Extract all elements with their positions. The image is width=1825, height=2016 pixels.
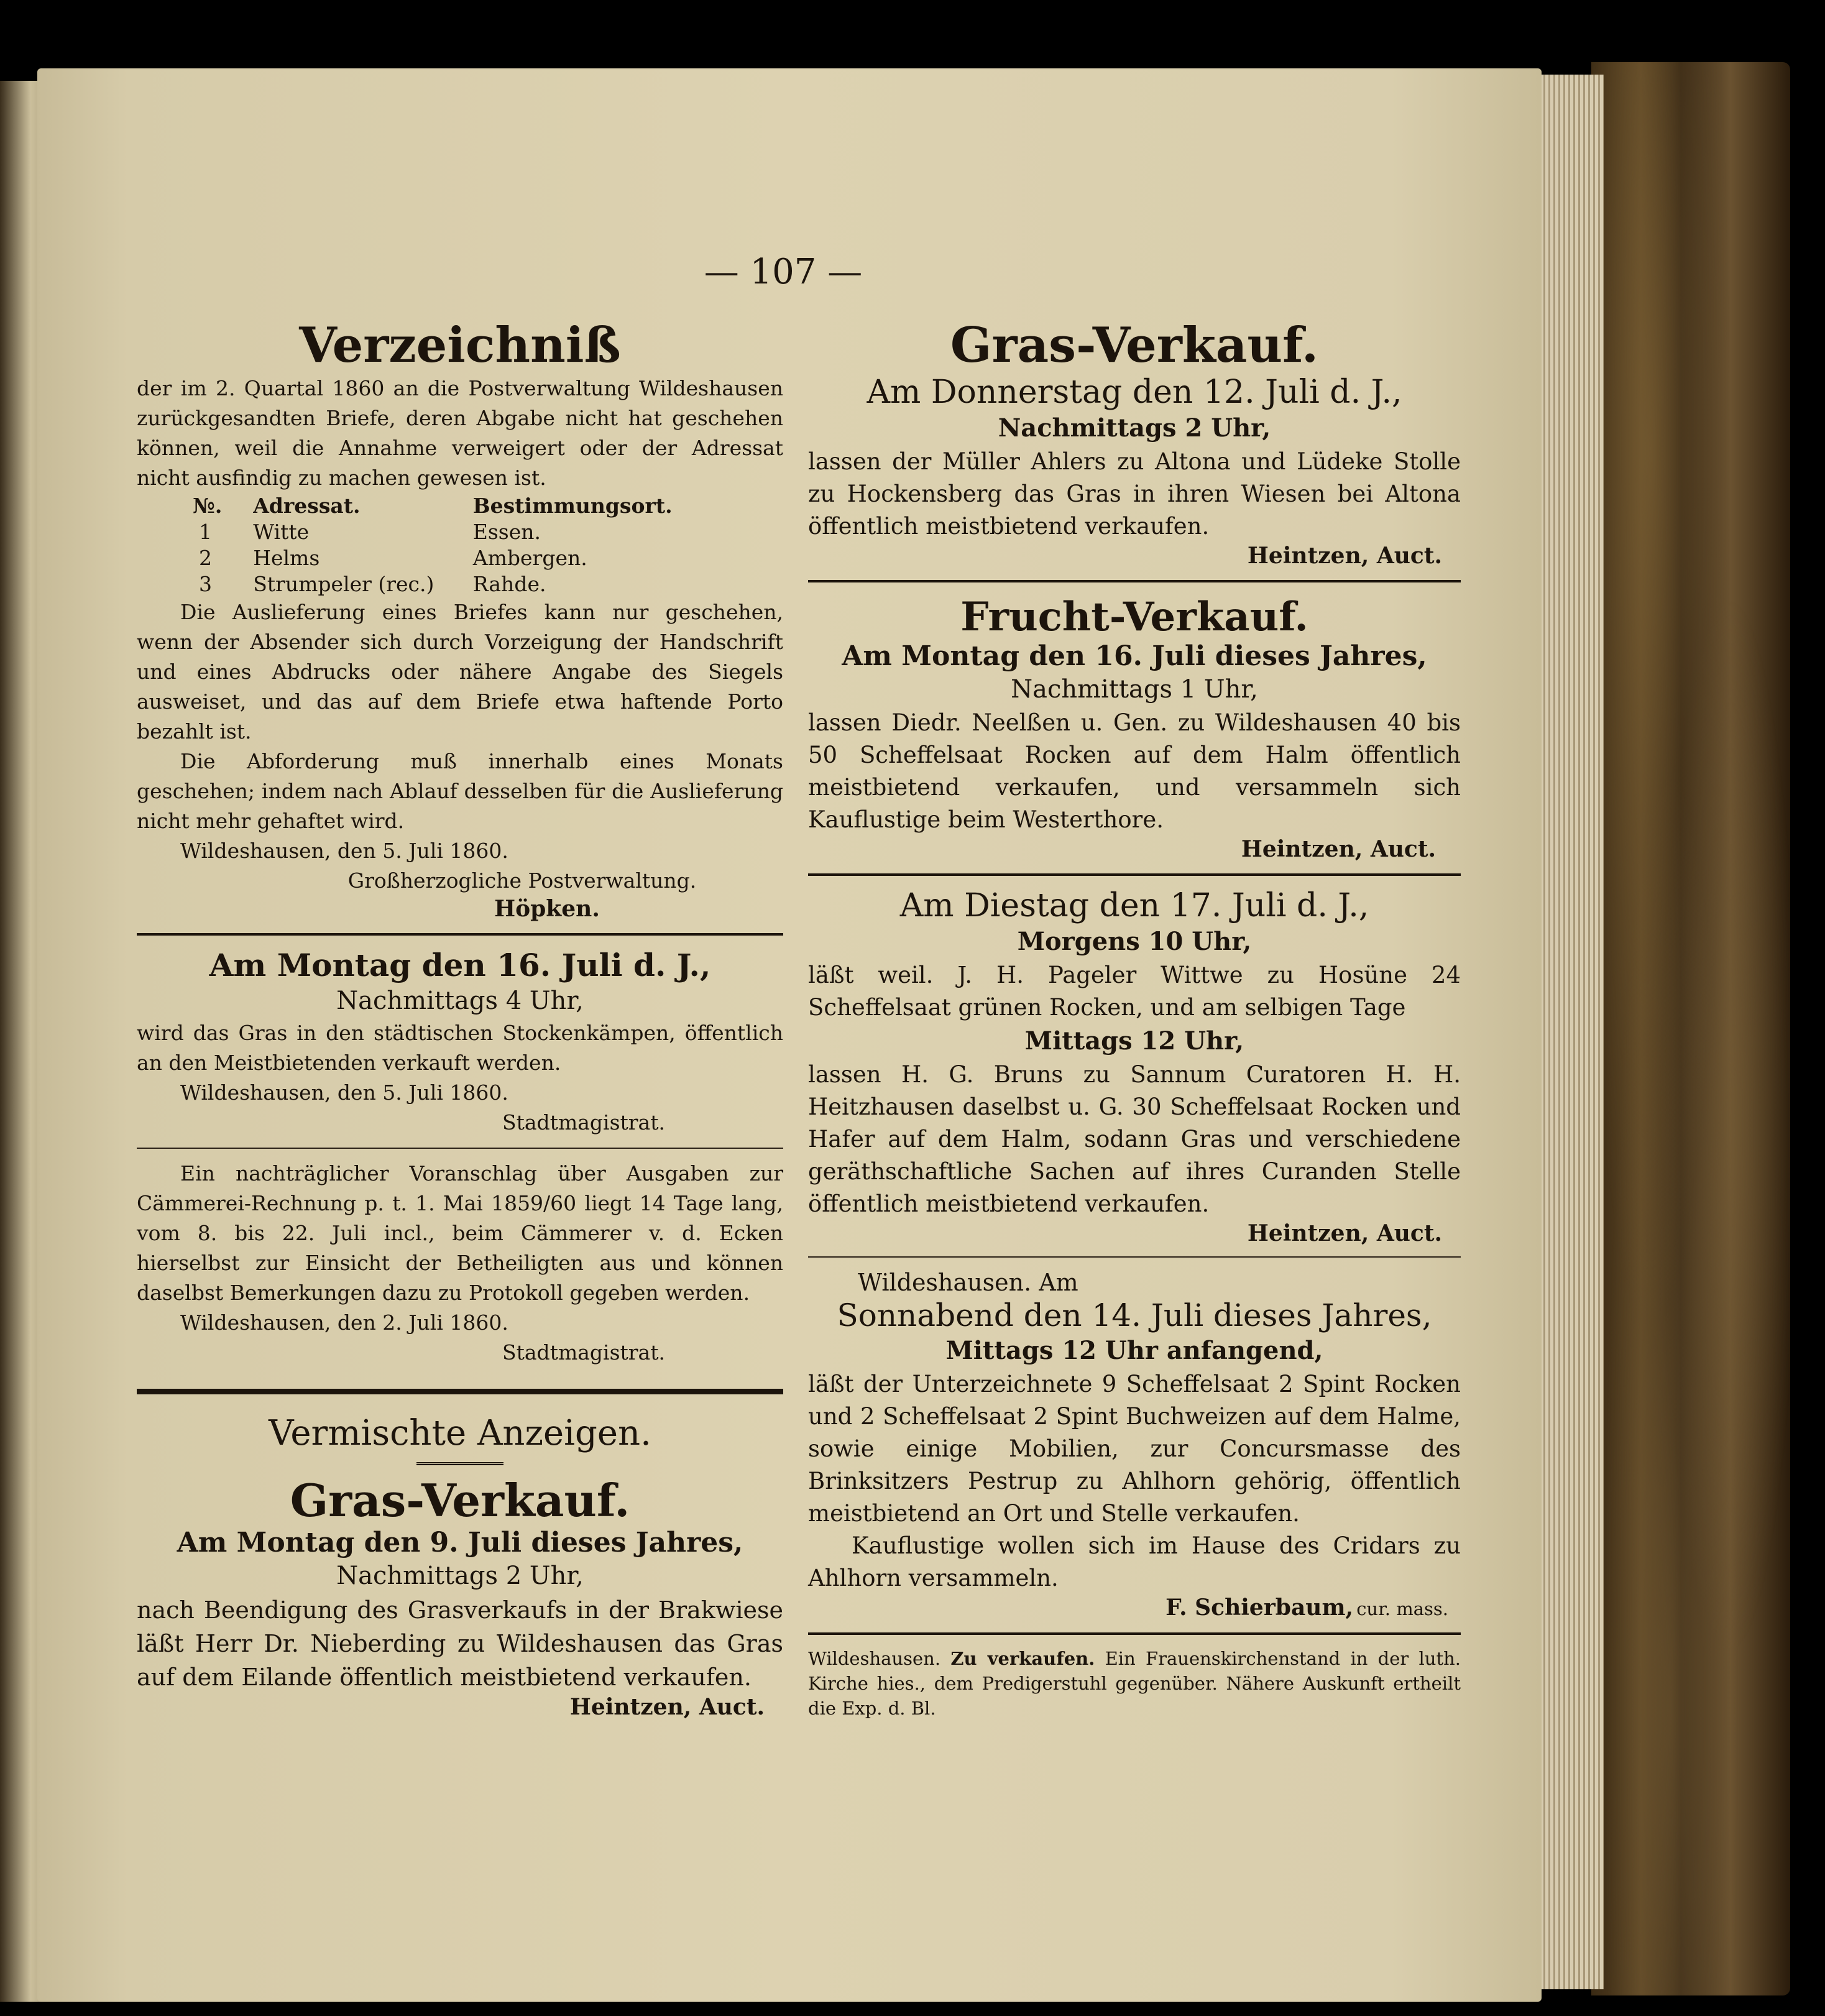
voranschlag-date: Wildeshausen, den 2. Juli 1860. — [180, 1310, 508, 1335]
newspaper-page — [37, 68, 1542, 2002]
left-gras-time: Nachmittags 2 Uhr, — [336, 1562, 584, 1590]
verzeichnis-para1: Die Auslieferung eines Briefes kann nur geschehen, wenn der Absender sich durch Vorzeigung der Handschrift und eines Abdrucks oder nähere Angabe des Siegels ausweiset, und das auf dem Briefe etwa haftende Porto bezahlt ist. — [137, 600, 783, 743]
frucht-text: lassen Diedr. Neelßen u. Gen. zu Wildeshausen 40 bis 50 Scheffelsaat Rocken auf dem Halm öffentlich meistbietend verkaufen, und versammeln sich Kauflustige beim Westerthore. — [808, 709, 1461, 833]
frucht-time: Nachmittags 1 Uhr, — [1011, 675, 1258, 704]
row-number: 2 — [199, 546, 212, 570]
vermischte-title: Vermischte Anzeigen. — [269, 1413, 651, 1453]
table-row — [137, 545, 783, 571]
header-number: №. — [193, 494, 223, 518]
table-row — [137, 571, 783, 597]
row-addressee: Strumpeler (rec.) — [253, 572, 434, 596]
left-gras-text: nach Beendigung des Grasverkaufs in der Brakwiese läßt Herr Dr. Nieberding zu Wildeshausen das Gras auf dem Eilande öffentlich meistbietend verkaufen. — [137, 1596, 783, 1691]
left-gras-title: Gras-Verkauf. — [290, 1474, 630, 1527]
frucht-title: Frucht-Verkauf. — [960, 594, 1308, 640]
row-number: 1 — [199, 520, 212, 544]
diestag-heading: Am Diestag den 17. Juli d. J., — [899, 887, 1369, 924]
diestag-time2: Mittags 12 Uhr, — [1024, 1026, 1244, 1056]
divider — [137, 933, 783, 936]
verzeichnis-signature: Höpken. — [494, 896, 600, 922]
verzeichnis-date: Wildeshausen, den 5. Juli 1860. — [180, 839, 508, 863]
sonnabend-signature-suffix: cur. mass. — [1356, 1598, 1448, 1619]
montag-text: wird das Gras in den städtischen Stockenkämpen, öffentlich an den Meistbietenden verkauft werden. — [137, 1021, 783, 1075]
ornament-rule — [416, 1462, 503, 1465]
montag-date: Wildeshausen, den 5. Juli 1860. — [180, 1080, 508, 1105]
table-header-row — [137, 493, 783, 519]
voranschlag-text: Ein nachträglicher Voranschlag über Ausgaben zur Cämmerei-Rechnung p. t. 1. Mai 1859/60 liegt 14 Tage lang, vom 8. bis 22. Juli incl., beim Cämmerer v. d. Ecken hierselbst zur Einsicht der Betheiligten aus und können daselbst Bemerkungen dazu zu Protokoll gegeben werden. — [137, 1161, 783, 1305]
diestag-text2: lassen H. G. Bruns zu Sannum Curatoren H. H. Heitzhausen daselbst u. G. 30 Scheffelsaat Rocken und Hafer auf dem Halm, sodann Gras und verschiedene geräthschaftliche Sachen auf ihres Curanden Stelle öffentlich meistbietend verkaufen. — [808, 1061, 1461, 1217]
divider — [137, 1148, 783, 1149]
section-divider — [137, 1389, 783, 1394]
divider — [808, 1632, 1461, 1635]
left-gras-signature: Heintzen, Auct. — [569, 1694, 765, 1720]
diestag-signature: Heintzen, Auct. — [1247, 1220, 1442, 1246]
zu-verkaufen-text: Ein Frauenskirchenstand in der luth. Kirche hies., dem Predigerstuhl gegenüber. Nähere Auskunft ertheilt die Exp. d. Bl. — [808, 1648, 1461, 1719]
sonnabend-heading: Sonnabend den 14. Juli dieses Jahres, — [837, 1297, 1432, 1333]
letter-table — [137, 493, 783, 597]
header-destination: Bestimmungsort. — [472, 494, 673, 518]
zu-verkaufen-label: Zu verkaufen. — [950, 1648, 1095, 1669]
left-column — [137, 317, 783, 1720]
right-gras-heading: Am Donnerstag den 12. Juli d. J., — [867, 374, 1402, 411]
diestag-time: Morgens 10 Uhr, — [1017, 927, 1252, 956]
voranschlag-signature: Stadtmagistrat. — [502, 1340, 665, 1365]
zu-verkaufen-place: Wildeshausen. — [808, 1648, 941, 1669]
row-destination: Ambergen. — [472, 546, 587, 570]
verzeichnis-para2: Die Abforderung muß innerhalb eines Monats geschehen; indem nach Ablauf desselben für die Auslieferung nicht mehr gehaftet wird. — [137, 749, 783, 833]
right-column — [808, 317, 1461, 1721]
montag-signature: Stadtmagistrat. — [502, 1110, 665, 1135]
right-gras-text: lassen der Müller Ahlers zu Altona und Lüdeke Stolle zu Hockensberg das Gras in ihren Wiesen bei Altona öffentlich meistbietend verkaufen. — [808, 448, 1461, 540]
sonnabend-time: Mittags 12 Uhr anfangend, — [945, 1336, 1323, 1365]
book-cover — [1591, 62, 1790, 1995]
sonnabend-signature-line — [808, 1595, 1461, 1621]
diestag-text1: läßt weil. J. H. Pageler Wittwe zu Hosüne 24 Scheffelsaat grünen Rocken, und am selbigen Tage — [808, 962, 1461, 1021]
sonnabend-place: Wildeshausen. Am — [858, 1269, 1078, 1296]
left-gras-heading: Am Montag den 9. Juli dieses Jahres, — [177, 1527, 743, 1558]
montag-time: Nachmittags 4 Uhr, — [336, 987, 584, 1015]
header-addressee: Adressat. — [253, 494, 361, 518]
table-row — [137, 519, 783, 545]
right-gras-time: Nachmittags 2 Uhr, — [998, 413, 1271, 443]
divider — [808, 873, 1461, 876]
row-destination: Essen. — [472, 520, 541, 544]
zu-verkaufen-notice — [808, 1646, 1461, 1721]
row-addressee: Witte — [253, 520, 310, 544]
page-edges — [1535, 75, 1604, 1989]
montag-heading: Am Montag den 16. Juli d. J., — [209, 947, 711, 983]
row-destination: Rahde. — [472, 572, 546, 596]
sonnabend-signature: F. Schierbaum, — [1165, 1595, 1354, 1621]
row-number: 3 — [199, 572, 212, 596]
divider — [808, 580, 1461, 582]
page-number: — 107 — — [704, 252, 863, 292]
right-gras-title: Gras-Verkauf. — [950, 317, 1319, 374]
frucht-signature: Heintzen, Auct. — [1241, 836, 1436, 862]
verzeichnis-office: Großherzogliche Postverwaltung. — [347, 868, 697, 893]
verzeichnis-title: Verzeichniß — [299, 317, 621, 374]
sonnabend-text: läßt der Unterzeichnete 9 Scheffelsaat 2 Spint Rocken und 2 Scheffelsaat 2 Spint Buchweizen auf dem Halme, sowie einige Mobilien, zur Concursmasse des Brinksitzers Pestrup zu Ahlhorn gehörig, öffentlich meistbietend an Ort und Stelle verkaufen. — [808, 1371, 1461, 1527]
frucht-heading: Am Montag den 16. Juli dieses Jahres, — [842, 640, 1427, 672]
row-addressee: Helms — [253, 546, 320, 570]
verzeichnis-intro: der im 2. Quartal 1860 an die Postverwaltung Wildeshausen zurückgesandten Briefe, deren Abgabe nicht hat geschehen können, weil die Annahme verweigert oder der Adressat nicht ausfindig zu machen gewesen ist. — [137, 376, 783, 490]
divider — [808, 1256, 1461, 1258]
right-gras-signature: Heintzen, Auct. — [1247, 543, 1442, 569]
sonnabend-text2: Kauflustige wollen sich im Hause des Cridars zu Ahlhorn versammeln. — [808, 1532, 1461, 1591]
